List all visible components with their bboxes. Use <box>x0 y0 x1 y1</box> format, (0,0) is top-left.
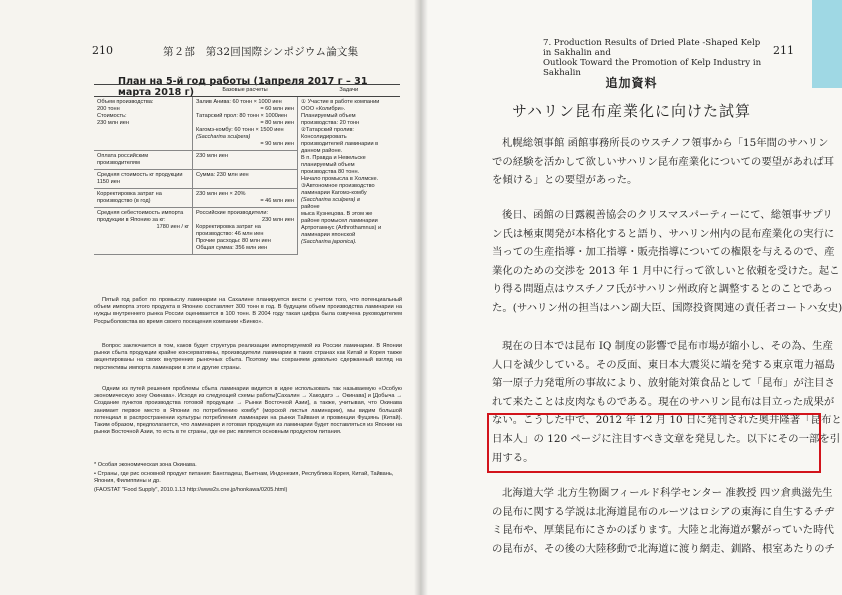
right-page-number: 211 <box>773 44 794 57</box>
cell-line: 230 млн иен <box>262 217 294 223</box>
table-cell <box>94 208 193 255</box>
cell-line: В п. Правда и Невельске <box>301 155 366 161</box>
cell-line: ① Участие в работе компании <box>301 99 380 105</box>
highlight-box <box>487 413 842 473</box>
left-page-number: 210 <box>92 44 113 57</box>
plan-title: План на 5-й год работы (1апреля 2017 г – 31 марта 2018 г) <box>118 76 368 98</box>
plan-table <box>94 84 400 255</box>
table-row <box>94 97 400 151</box>
cell-line: 230 млн иен <box>97 120 129 126</box>
text-line: 当っての生産指導・加工指導・販売指導についての権限を与えるので、産 <box>492 246 835 259</box>
cell-line: 1780 иен / кг <box>156 224 189 230</box>
cell-line: Средняя стоимость кг продукции <box>97 172 183 178</box>
text-line: 業化のための交渉を 2013 年 1 月中に行って欲しいと依頼を受けた。起こ <box>492 264 840 277</box>
text-line: の昆布が、その後の大陸移動で北海道に渡り網走、釧路、根室あたりのチ <box>492 542 835 555</box>
text-line: り得る問題点はウスチノフ氏がサハリン州政府と調整するとのことであっ <box>492 283 833 296</box>
cell-line: планируемый объем <box>301 162 355 168</box>
text-line: 北海道大学 北方生物圏フィールド科学センター 准教授 四ツ倉典滋先生 <box>502 487 833 499</box>
body-paragraph: Одним из путей решения проблемы сбыта ламинарии видится в идее использовать так называемую «Особую экономическую зону Окинава». Исходя из следующей схемы работы[Сахалин → Хакодатэ → Окинава] и [Добыча → Создание пунктов производства готовой продукции → Рынки Восточной Азии], а также, учитывая, что Окинава занимает первое место в Японии по потреблению комбу* (морской листья ламинарии), мы видим большой потенциал в распространении культуры потребления ламинарии на рынки Тайваня и провинции Фуцзянь (Китай). Таким образом, предполагается, что ламинария и готовая продукция из ламинарии будет поставляться из Японии на рынки Восточной Азии, то есть в те страны, где ее рис является основным продуктом питания. <box>94 386 402 436</box>
body-paragraph: Пятый год работ по промыслу ламинарии на Сахалине планируется вести с учетом того, что потенциальный объем импорта этого продукта в Японию составляет 300 тонн в год. В будущем объем производства ламинарии на нужды внутреннего рынка России оценивается в 100 тонн. В 2004 году такая цифра была озвучена руководителем Росрыболовства во время своего посещения компании «Бинко». <box>94 297 402 325</box>
cell-line: Корректировка затрат на <box>196 224 261 230</box>
cell-line: Артротамнус (Arthrothamnus) и <box>301 225 382 231</box>
book-gutter <box>414 0 428 595</box>
table-header-cell <box>94 85 193 97</box>
cell-line: ②Татарский пролив: <box>301 127 354 133</box>
cell-line: Кагомэ-комбу: 60 тонн × 1500 иен <box>196 127 284 133</box>
paragraph-1 <box>492 134 835 190</box>
right-page <box>421 0 842 595</box>
cell-line: ③Автономное производство <box>301 183 375 189</box>
section-label: 追加資料 <box>605 76 658 90</box>
text-line: 札幌総領事館 函館事務所長のウスチノフ領事から「15年間のサハリン <box>502 137 829 149</box>
cell-line: Татарский прол: 80 тонн × 1000иен <box>196 113 288 119</box>
cell-line: ламинарии японской <box>301 232 356 238</box>
cell-line: Общая сумма: 356 млн иен <box>196 245 268 251</box>
cell-line: продукции в Японию за кг: <box>97 217 166 223</box>
text-line: での経験を活かして欲しいサハリン昆布産業化についての要望があれば耳 <box>492 155 835 168</box>
text-line: ない。こうした中で、2012 年 12 月 10 日に発刊された奥井隆著「昆布と <box>492 414 842 427</box>
table-cell <box>94 170 193 189</box>
cell-line: = 80 млн иен <box>260 120 294 126</box>
cell-line: Объем производства: <box>97 99 154 105</box>
cell-line: производителям <box>97 160 140 166</box>
header-line: 7. Production Results of Dried Plate -Shaped Kelp in Sakhalin and <box>543 38 761 58</box>
footnote: * Особая экономическая зона Окинава. <box>94 462 197 468</box>
table-cell <box>94 97 193 151</box>
cell-line: 230 млн иен × 20% <box>196 191 246 197</box>
cell-line: производства: 20 тонн <box>301 120 360 126</box>
text-line: 後日、函館の日露親善協会のクリスマスパーティーにて、総領事サプリ <box>502 209 833 221</box>
body-paragraph: Вопрос заключается в том, каков будет структура реализации импортируемой из России ламинарии. В Японии рынки сбыта продукции крайне консервативны, производители ламинарии в таких странах как Китай и Корея также акцентированы на своих внутренних рыночных сбыта. Поэтому мы сохраняем довольно сдержанный взгляд на перспективы импорта ламинарии в эти и другие страны. <box>94 343 402 371</box>
left-running-header: 第２部 第32回国際シンポジウム論文集 <box>163 46 359 58</box>
text-line: 用する。 <box>492 451 534 464</box>
cell-line: Прочие расходы: 80 млн иен <box>196 238 271 244</box>
cell-line: районе <box>301 204 320 210</box>
text-line: た。(サハリン州の担当はハン副大臣、国際投資関連の責任者コートハ女史) <box>492 301 842 314</box>
text-line: を傾ける」との要望があった。 <box>492 174 638 187</box>
cell-line: Залив Анива: 60 тонн × 1000 иен <box>196 99 282 105</box>
cell-line: производство: 46 млн иен <box>196 231 264 237</box>
text-line: 日本人」の 120 ページに注目すべき文章を発見した。以下にその一部を引 <box>492 432 841 445</box>
cell-line: Оплата российским <box>97 153 149 159</box>
text-line: 人口を減少している。その反面、東日本大震災に端を発する東京電力福島 <box>492 358 835 371</box>
cell-line: (Saccharina sculpera) в <box>301 197 360 203</box>
table-cell <box>193 170 298 189</box>
table-cell <box>193 189 298 208</box>
table-cell <box>94 151 193 170</box>
table-header-cell: Базовые расчеты <box>193 85 298 97</box>
table-header-cell: Задачи <box>298 85 401 97</box>
cell-line: 1150 иен <box>97 179 120 185</box>
cell-line: ООО «Колибри». <box>301 106 346 112</box>
text-line: 第一原子力発電所の事故により、放射能対策食品として「昆布」が注目さ <box>492 377 835 390</box>
right-running-header <box>543 38 769 78</box>
cell-line: производства 80 тонн. <box>301 169 360 175</box>
text-line: れて来たことは皮肉なものである。現在のサハリン昆布は目立った成果が <box>492 395 835 408</box>
cell-line: = 60 млн иен <box>260 106 294 112</box>
text-line: ミ昆布や、厚葉昆布にさかのぼります。大陸と北海道が繋がっていた時代 <box>492 524 834 537</box>
paragraph-4 <box>492 484 835 558</box>
cell-line: производителей ламинарии в <box>301 141 379 147</box>
footnote-source: (FAOSTAT "Food Supply", 2010.1.13 http://www2s.cne.jp/honkawa/0205.html) <box>94 487 288 493</box>
cell-line: мыса Кузнецова. В этом же <box>301 211 373 217</box>
cell-line: 230 млн иен <box>196 153 228 159</box>
cell-line: Российские производители: <box>196 210 269 216</box>
section-title: サハリン昆布産業化に向けた試算 <box>511 102 752 120</box>
cell-line: 200 тонн <box>97 106 120 112</box>
table-header-row <box>94 85 400 97</box>
text-line: ン氏は極東関発が本格化すると語り、サハリン州内の昆布産業化の実行に <box>492 227 835 240</box>
cell-line: Корректировка затрат на <box>97 191 162 197</box>
cell-line: Средняя себестоимость импорта <box>97 210 184 216</box>
cell-line: (Saccharina sculpera) <box>196 134 251 140</box>
table-cell <box>193 97 298 151</box>
cell-line: = 90 млн иен <box>260 141 294 147</box>
cell-line: производство (в год) <box>97 198 151 204</box>
table-cell <box>193 151 298 170</box>
cell-line: Сумма: 230 млн иен <box>196 172 249 178</box>
cell-line: (Saccharina japonica). <box>301 239 357 245</box>
cell-line: Консолидировать <box>301 134 347 140</box>
paragraph-2 <box>492 206 842 318</box>
table-cell-tasks <box>298 97 401 255</box>
text-line: 現在の日本では昆布 IQ 制度の影響で昆布市場が縮小し、その為、生産 <box>502 340 833 352</box>
table-cell <box>94 189 193 208</box>
header-line: Outlook Toward the Promotion of Kelp Industry in Sakhalin <box>543 58 762 78</box>
table-cell <box>193 208 298 255</box>
cell-line: = 46 млн иен <box>260 198 294 204</box>
cell-line: Планируемый объем <box>301 113 356 119</box>
text-line: の昆布に関する学説は北海道昆布のルーツはロシアの東海に自生するチヂ <box>492 505 835 518</box>
footnote: • Страны, где рис основной продукт питания: Бангладеш, Вьетнам, Индонезия, Республика Корея, Китай, Тайвань, Япония, Филиппины и др. <box>94 471 394 485</box>
cell-line: районе промысел ламинарии <box>301 218 378 224</box>
cell-line: данном районе. <box>301 148 343 154</box>
cell-line: Стоимость: <box>97 113 127 119</box>
cell-line: ламинарии Кагомэ-комбу <box>301 190 367 196</box>
cell-line: Начало промысла в Холмске. <box>301 176 379 182</box>
